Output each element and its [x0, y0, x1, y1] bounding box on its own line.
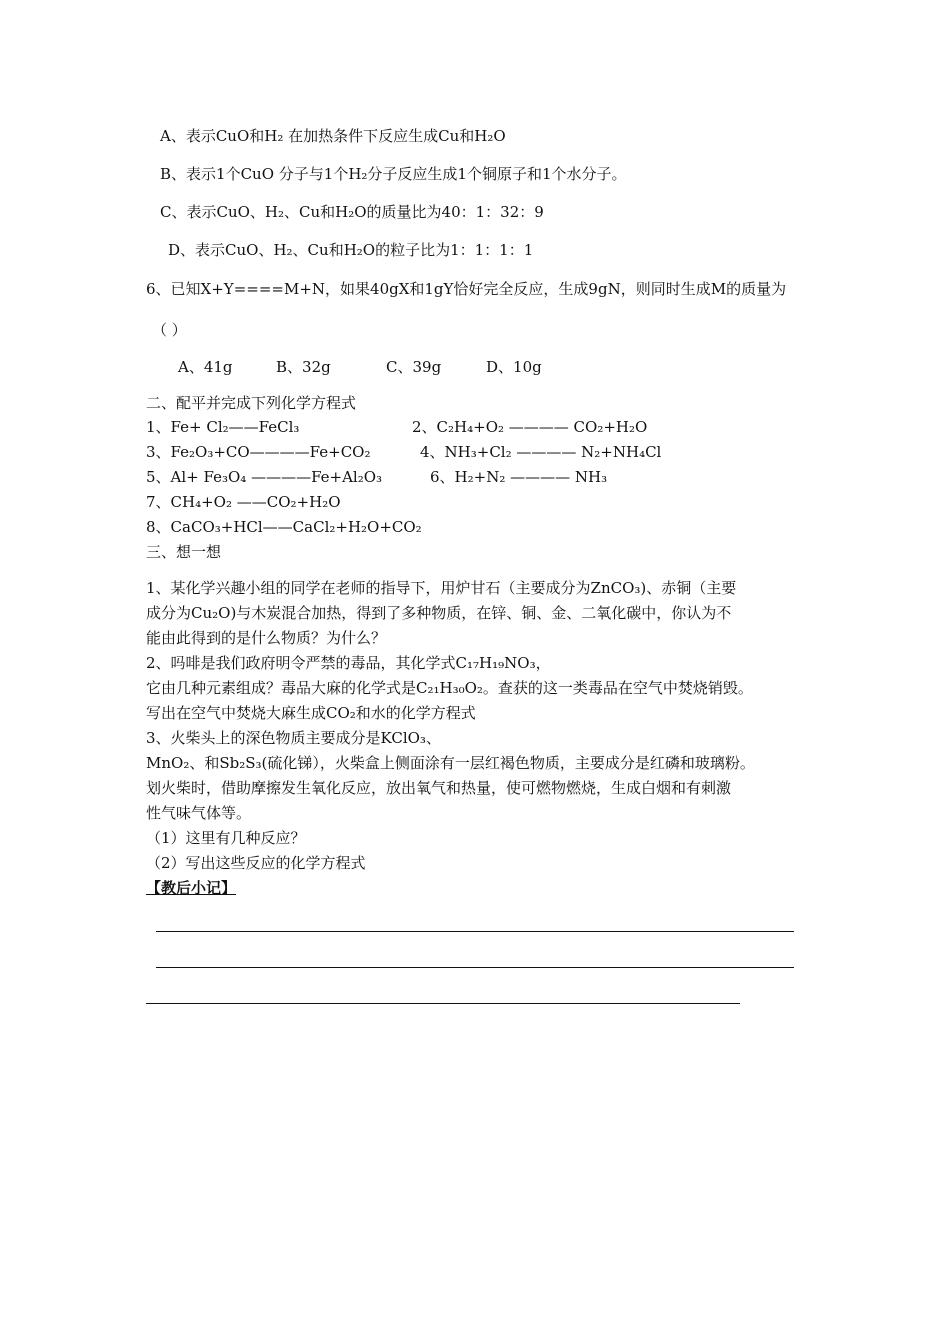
- q5-option-d: D、表示CuO、H₂、Cu和H₂O的粒子比为1：1：1：1: [168, 241, 534, 259]
- equation-4: 4、NH₃+Cl₂ ———— N₂+NH₄Cl: [420, 443, 662, 461]
- section3-line: 1、某化学兴趣小组的同学在老师的指导下，用炉甘石（主要成分为ZnCO₃)、赤铜（主要: [146, 579, 737, 597]
- section3-line: （1）这里有几种反应？: [146, 829, 306, 847]
- notes-line: [156, 967, 794, 968]
- q6-option-d: D、10g: [486, 358, 542, 376]
- q5-option-b: B、表示1个CuO 分子与1个H₂分子反应生成1个铜原子和1个水分子。: [160, 165, 627, 183]
- q6-option-b: B、32g: [276, 358, 331, 376]
- section3-line: 它由几种元素组成？毒品大麻的化学式是C₂₁H₃₀O₂。查获的这一类毒品在空气中焚烧销毁。: [146, 679, 753, 697]
- section3-line: 2、吗啡是我们政府明令严禁的毒品，其化学式C₁₇H₁₉NO₃，: [146, 654, 551, 672]
- section3-line: 划火柴时，借助摩擦发生氧化反应，放出氧气和热量，使可燃物燃烧，生成白烟和有刺激: [146, 779, 732, 797]
- section3-line: 写出在空气中焚烧大麻生成CO₂和水的化学方程式: [146, 704, 476, 722]
- section3-line: （2）写出这些反应的化学方程式: [146, 854, 366, 872]
- q5-option-a: A、表示CuO和H₂ 在加热条件下反应生成Cu和H₂O: [160, 127, 506, 145]
- equation-5: 5、Al+ Fe₃O₄ ————Fe+Al₂O₃: [146, 468, 383, 486]
- q6-stem: 6、已知X+Y====M+N，如果40gX和1gY恰好完全反应，生成9gN，则同时生成M的质量为: [146, 280, 787, 298]
- section3-line: 成分为Cu₂O)与木炭混合加热，得到了多种物质，在锌、铜、金、二氧化碳中，你认为不: [146, 604, 732, 622]
- section3-line: 3、火柴头上的深色物质主要成分是KClO₃、: [146, 729, 441, 747]
- section3-line: 能由此得到的是什么物质？为什么？: [146, 629, 387, 647]
- q6-option-a: A、41g: [178, 358, 233, 376]
- notes-title: 【教后小记】: [146, 879, 237, 897]
- q5-option-c: C、表示CuO、H₂、Cu和H₂O的质量比为40：1：32：9: [160, 203, 544, 221]
- equation-3: 3、Fe₂O₃+CO————Fe+CO₂: [146, 443, 371, 461]
- notes-line: [146, 1003, 740, 1004]
- equation-6: 6、H₂+N₂ ———— NH₃: [430, 468, 608, 486]
- section3-line: MnO₂、和Sb₂S₃(硫化锑），火柴盒上侧面涂有一层红褐色物质，主要成分是红磷和玻璃粉。: [146, 754, 755, 772]
- notes-line: [156, 931, 794, 932]
- equation-2: 2、C₂H₄+O₂ ———— CO₂+H₂O: [412, 418, 648, 436]
- section2-title: 二、配平并完成下列化学方程式: [146, 394, 357, 412]
- equation-8: 8、CaCO₃+HCl——CaCl₂+H₂O+CO₂: [146, 518, 422, 536]
- equation-7: 7、CH₄+O₂ ——CO₂+H₂O: [146, 493, 341, 511]
- q6-option-c: C、39g: [386, 358, 442, 376]
- equation-1: 1、Fe+ Cl₂——FeCl₃: [146, 418, 300, 436]
- q6-blank: （ ）: [152, 321, 187, 339]
- section3-line: 性气味气体等。: [146, 804, 252, 822]
- section3-title: 三、想一想: [146, 543, 222, 561]
